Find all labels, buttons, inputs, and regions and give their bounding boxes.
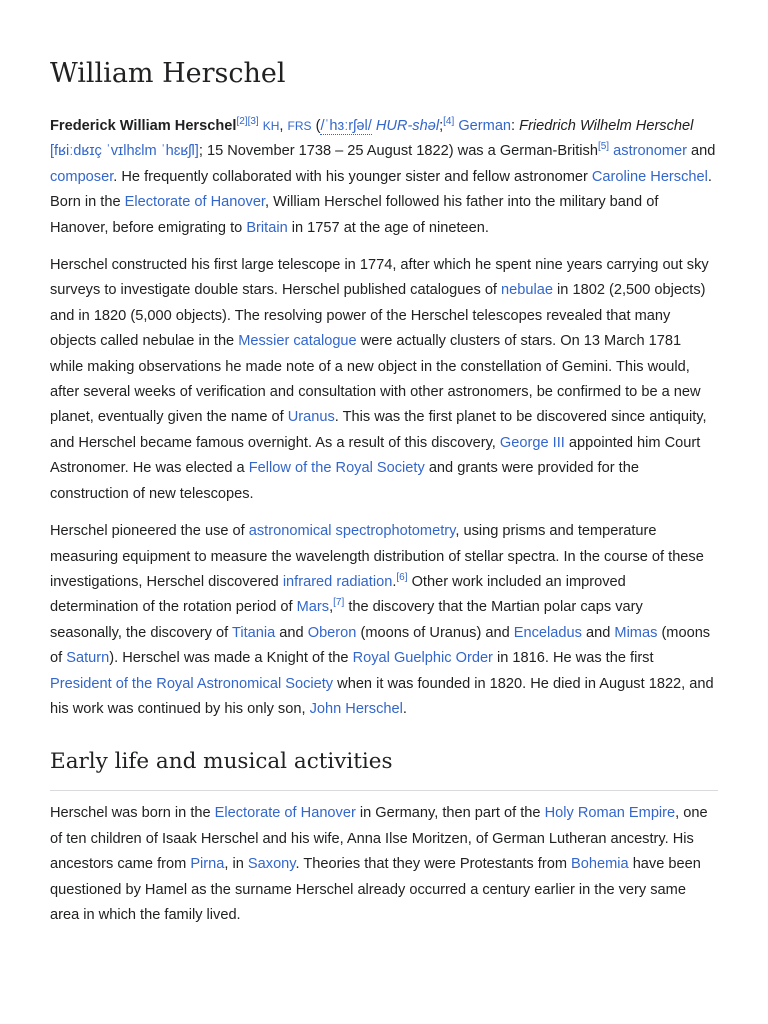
- paren-text: (: [311, 118, 321, 134]
- spectrophotometry-link[interactable]: astronomical spectrophotometry: [248, 523, 456, 540]
- body-text: , one of ten children of Isaak Herschel and his wife, Anna Ilse Moritzen, of German Lutheran ancestry. His ancestors came from: [50, 805, 708, 873]
- infrared-radiation-link[interactable]: infrared radiation: [282, 573, 393, 590]
- body-text: . This was the first planet to be discovered since antiquity, and Herschel became famous overnight. As a result of this discovery,: [50, 409, 707, 451]
- body-text: were actually clusters of stars. On 13 March 1781 while making observations he made note of a new object in the constellation of Gemini. This would, after several weeks of verification and consultation with other astronomers, be confirmed to be a new planet, eventually given the name of: [50, 333, 701, 426]
- ipa-pronunciation-link[interactable]: /ˈhɜːrʃəl/: [320, 118, 372, 134]
- reference-link[interactable]: [2]: [236, 116, 248, 128]
- page-title: William Herschel: [50, 58, 286, 89]
- body-text: . Born in the: [50, 168, 712, 211]
- subject-name: Frederick William Herschel: [50, 118, 237, 134]
- kh-link[interactable]: KH: [262, 119, 280, 133]
- nebulae-link[interactable]: nebulae: [501, 282, 553, 299]
- uranus-link[interactable]: Uranus: [287, 409, 335, 426]
- respelling-link[interactable]: HUR-shəl: [375, 118, 440, 134]
- messier-catalogue-link[interactable]: Messier catalogue: [238, 333, 357, 350]
- electorate-of-hanover-link[interactable]: Electorate of Hanover: [214, 805, 356, 822]
- body-text: and: [275, 624, 308, 641]
- body-text: ; 15 November 1738 – 25 August 1822) was a German-British: [198, 143, 598, 160]
- body-text: in 1802 (2,500 objects) and in 1820 (5,000 objects). The resolving power of the Herschel telescopes revealed that many objects called nebulae in the: [50, 282, 706, 350]
- german-ipa-link[interactable]: [fʁiːdʁɪç ˈvɪlhɛlm ˈhɛʁʃl]: [50, 143, 199, 160]
- body-text: in Germany, then part of the: [355, 805, 545, 822]
- mars-link[interactable]: Mars: [296, 599, 330, 616]
- body-text: the discovery that the Martian polar caps vary seasonally, the discovery of: [50, 599, 643, 641]
- enceladus-link[interactable]: Enceladus: [513, 624, 582, 641]
- pirna-link[interactable]: Pirna: [190, 856, 225, 873]
- reference-link[interactable]: [3]: [247, 116, 259, 128]
- mimas-link[interactable]: Mimas: [614, 624, 658, 641]
- reference-link[interactable]: [7]: [333, 597, 345, 609]
- body-text: (moons of: [50, 624, 711, 667]
- body-text: Other work included an improved determination of the rotation period of: [50, 573, 626, 616]
- body-text: in 1816. He was the first: [492, 650, 654, 667]
- reference-link[interactable]: [6]: [396, 572, 408, 584]
- section-heading-early-life: Early life and musical activities: [50, 747, 718, 791]
- german-language-link[interactable]: German: [458, 118, 512, 134]
- body-text: , William Herschel followed his father into the military band of Hanover, before emigrating to: [50, 194, 659, 236]
- reference-link[interactable]: [4]: [443, 116, 455, 128]
- german-name: Friedrich Wilhelm Herschel: [519, 118, 694, 134]
- article: [50, 0, 718, 928]
- body-text: Herschel pioneered the use of: [50, 523, 249, 540]
- body-text: , using prisms and temperature measuring equipment to measure the wavelength distribution of stellar spectra. In the course of these investigations, Herschel discovered: [50, 523, 704, 590]
- ras-president-link[interactable]: President of the Royal Astronomical Society: [50, 675, 334, 692]
- body-text: , in: [224, 856, 248, 873]
- body-text: and grants were provided for the construction of new telescopes.: [50, 460, 639, 502]
- body-text: and: [686, 143, 716, 160]
- separator-text: :: [511, 118, 520, 134]
- spectrophotometry-paragraph: Herschel pioneered the use of astronomical spectrophotometry, using prisms and temperature measuring equipment to measure the wavelength distribution of stellar spectra. In the course of these investigations, Herschel discovered infrared radiation.[6] Other work included an improved determination of the rotation period of Mars,[7] the discovery that the Martian polar caps vary seasonally, the discovery of Titania and Oberon (moons of Uranus) and Enceladus and Mimas (moons of Saturn). Herschel was made a Knight of the Royal Guelphic Order in 1816. He was the first President of the Royal Astronomical Society when it was founded in 1820. He died in August 1822, and his work was continued by his only son, John Herschel.: [50, 523, 714, 717]
- astronomer-link[interactable]: astronomer: [613, 143, 687, 160]
- body-text: have been questioned by Hamel as the surname Herschel already occurred a century earlier in the very same area in which the family lived.: [50, 856, 701, 923]
- body-text: and: [581, 624, 615, 641]
- caroline-herschel-link[interactable]: Caroline Herschel: [591, 168, 708, 185]
- royal-guelphic-order-link[interactable]: Royal Guelphic Order: [352, 650, 493, 667]
- body-text: Herschel constructed his first large telescope in 1774, after which he spent nine years carrying out sky surveys to investigate double stars. Herschel published catalogues of: [50, 257, 709, 299]
- body-text: when it was founded in 1820. He died in August 1822, and his work was continued by his only son,: [50, 675, 714, 717]
- saxony-link[interactable]: Saxony: [247, 856, 296, 873]
- separator-text: ;: [439, 118, 444, 134]
- britain-link[interactable]: Britain: [246, 219, 288, 236]
- body-text: appointed him Court Astronomer. He was elected a: [50, 434, 701, 477]
- body-text: . Theories that they were Protestants from: [295, 856, 572, 873]
- george-iii-link[interactable]: George III: [499, 434, 565, 451]
- reference-link[interactable]: [5]: [597, 141, 610, 153]
- oberon-link[interactable]: Oberon: [307, 624, 357, 641]
- body-text: Herschel was born in the: [50, 805, 215, 822]
- holy-roman-empire-link[interactable]: Holy Roman Empire: [544, 805, 676, 822]
- body-text: in 1757 at the age of nineteen.: [287, 219, 489, 236]
- bohemia-link[interactable]: Bohemia: [571, 856, 629, 873]
- early-life-paragraph: [50, 801, 718, 928]
- lead-paragraph: [50, 114, 718, 241]
- electorate-of-hanover-link[interactable]: Electorate of Hanover: [124, 194, 265, 211]
- telescope-paragraph: [50, 253, 718, 507]
- separator-text: ,: [279, 118, 284, 134]
- composer-link[interactable]: composer: [50, 168, 114, 185]
- frs-link[interactable]: FRS: [287, 119, 312, 133]
- body-text: ). Herschel was made a Knight of the: [109, 650, 353, 667]
- titania-link[interactable]: Titania: [231, 624, 276, 641]
- saturn-link[interactable]: Saturn: [66, 650, 110, 667]
- body-text: . He frequently collaborated with his younger sister and fellow astronomer: [113, 168, 592, 185]
- body-text: .: [402, 700, 407, 717]
- john-herschel-link[interactable]: John Herschel: [309, 700, 403, 717]
- fellow-royal-society-link[interactable]: Fellow of the Royal Society: [248, 460, 425, 477]
- body-text: (moons of Uranus) and: [356, 624, 514, 641]
